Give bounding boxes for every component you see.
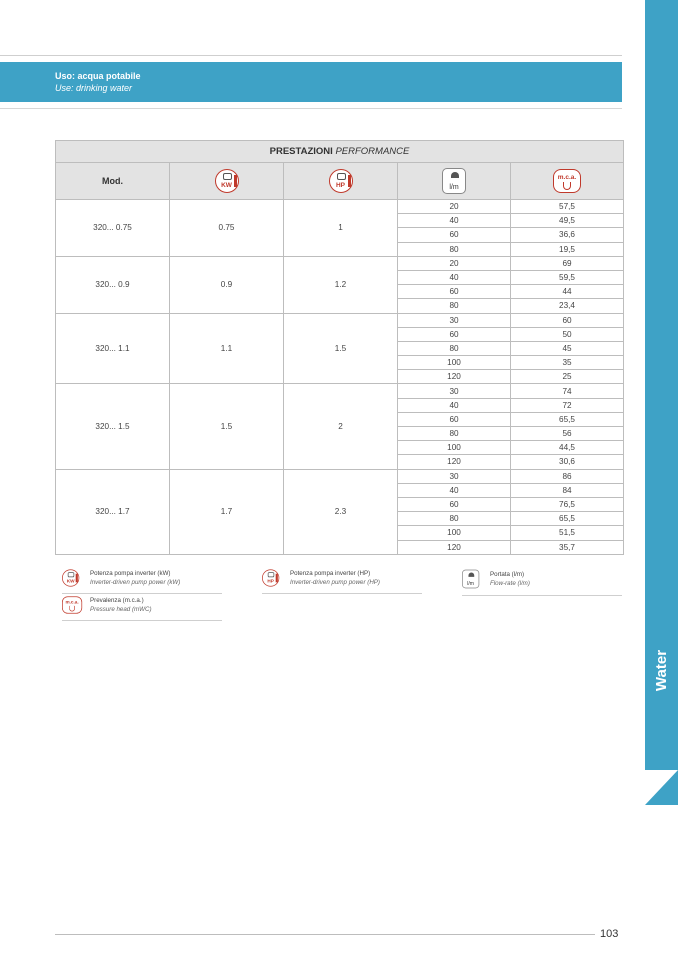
page-number: 103 (600, 928, 619, 940)
legend-flow: l/m Portata (l/m) Flow-rate (l/m) (462, 566, 622, 596)
flow-rate-icon: l/m (442, 168, 466, 194)
table-row (56, 256, 624, 270)
legend-hp-icon: HP (262, 569, 279, 586)
flow-cell: 120 (398, 370, 511, 384)
usage-it: Uso: acqua potabile (55, 71, 141, 81)
head-cell: 30,6 (511, 455, 624, 469)
model-header: Mod. (56, 163, 170, 200)
flow-cell: 30 (398, 313, 511, 327)
legend-head: m.c.a. Prevalenza (m.c.a.) Pressure head (mWC) (62, 593, 222, 621)
hp-cell: 2 (284, 384, 398, 469)
kw-power-icon: KW (215, 169, 239, 193)
flow-header (398, 163, 511, 200)
head-cell: 36,6 (511, 228, 624, 242)
flow-cell: 60 (398, 327, 511, 341)
head-cell: 45 (511, 341, 624, 355)
table-row (56, 469, 624, 483)
model-cell: 320... 0.75 (56, 200, 170, 257)
kw-cell: 1.5 (170, 384, 284, 469)
flow-cell: 80 (398, 299, 511, 313)
flow-cell: 100 (398, 356, 511, 370)
side-tab-label: Water (653, 649, 671, 691)
hp-header (284, 163, 398, 200)
table-title-it: PRESTAZIONI (269, 146, 333, 157)
top-rule (0, 55, 622, 56)
hp-power-icon: HP (329, 169, 353, 193)
footer-rule (55, 934, 595, 935)
kw-cell: 1.7 (170, 469, 284, 554)
head-cell: 59,5 (511, 270, 624, 284)
usage-en: Use: drinking water (55, 83, 133, 93)
flow-cell: 60 (398, 228, 511, 242)
flow-cell: 120 (398, 540, 511, 554)
usage-banner (0, 62, 622, 102)
head-cell: 56 (511, 427, 624, 441)
hp-cell: 1.2 (284, 256, 398, 313)
model-cell: 320... 1.7 (56, 469, 170, 554)
flow-cell: 60 (398, 285, 511, 299)
flow-cell: 120 (398, 455, 511, 469)
head-header (511, 163, 624, 200)
flow-cell: 60 (398, 412, 511, 426)
head-cell: 49,5 (511, 214, 624, 228)
model-cell: 320... 1.5 (56, 384, 170, 469)
head-cell: 19,5 (511, 242, 624, 256)
head-cell: 84 (511, 483, 624, 497)
legend-kw-icon: KW (62, 569, 79, 586)
banner-rule (0, 108, 622, 109)
flow-cell: 20 (398, 200, 511, 214)
head-cell: 25 (511, 370, 624, 384)
flow-cell: 40 (398, 483, 511, 497)
model-cell: 320... 0.9 (56, 256, 170, 313)
flow-cell: 60 (398, 497, 511, 511)
head-cell: 57,5 (511, 200, 624, 214)
table-row (56, 313, 624, 327)
model-cell: 320... 1.1 (56, 313, 170, 384)
table-title (56, 141, 624, 163)
flow-cell: 80 (398, 427, 511, 441)
legend-kw: KW Potenza pompa inverter (kW) Inverter-driven pump power (kW) (62, 566, 222, 594)
legend-hp: HP Potenza pompa inverter (HP) Inverter-driven pump power (HP) (262, 566, 422, 594)
flow-cell: 30 (398, 384, 511, 398)
head-cell: 60 (511, 313, 624, 327)
kw-cell: 0.75 (170, 200, 284, 257)
head-cell: 69 (511, 256, 624, 270)
head-cell: 51,5 (511, 526, 624, 540)
flow-cell: 100 (398, 526, 511, 540)
flow-cell: 20 (398, 256, 511, 270)
flow-cell: 80 (398, 242, 511, 256)
flow-cell: 40 (398, 270, 511, 284)
performance-body (56, 200, 624, 555)
table-title-en: PERFORMANCE (335, 146, 410, 157)
performance-table (55, 140, 624, 555)
flow-cell: 30 (398, 469, 511, 483)
head-cell: 65,5 (511, 412, 624, 426)
head-cell: 50 (511, 327, 624, 341)
head-cell: 72 (511, 398, 624, 412)
kw-cell: 0.9 (170, 256, 284, 313)
hp-cell: 1 (284, 200, 398, 257)
head-cell: 44,5 (511, 441, 624, 455)
head-cell: 23,4 (511, 299, 624, 313)
head-cell: 44 (511, 285, 624, 299)
flow-cell: 100 (398, 441, 511, 455)
table-row (56, 384, 624, 398)
hp-cell: 2.3 (284, 469, 398, 554)
legend-flow-icon: l/m (462, 570, 479, 589)
flow-cell: 40 (398, 398, 511, 412)
head-cell: 74 (511, 384, 624, 398)
kw-header (170, 163, 284, 200)
head-cell: 76,5 (511, 497, 624, 511)
flow-cell: 80 (398, 341, 511, 355)
flow-cell: 40 (398, 214, 511, 228)
head-cell: 35,7 (511, 540, 624, 554)
head-cell: 86 (511, 469, 624, 483)
kw-cell: 1.1 (170, 313, 284, 384)
table-row (56, 200, 624, 214)
legend-head-icon: m.c.a. (62, 596, 82, 613)
hp-cell: 1.5 (284, 313, 398, 384)
flow-cell: 80 (398, 512, 511, 526)
head-cell: 35 (511, 356, 624, 370)
pressure-head-icon: m.c.a. (553, 169, 581, 193)
head-cell: 65,5 (511, 512, 624, 526)
